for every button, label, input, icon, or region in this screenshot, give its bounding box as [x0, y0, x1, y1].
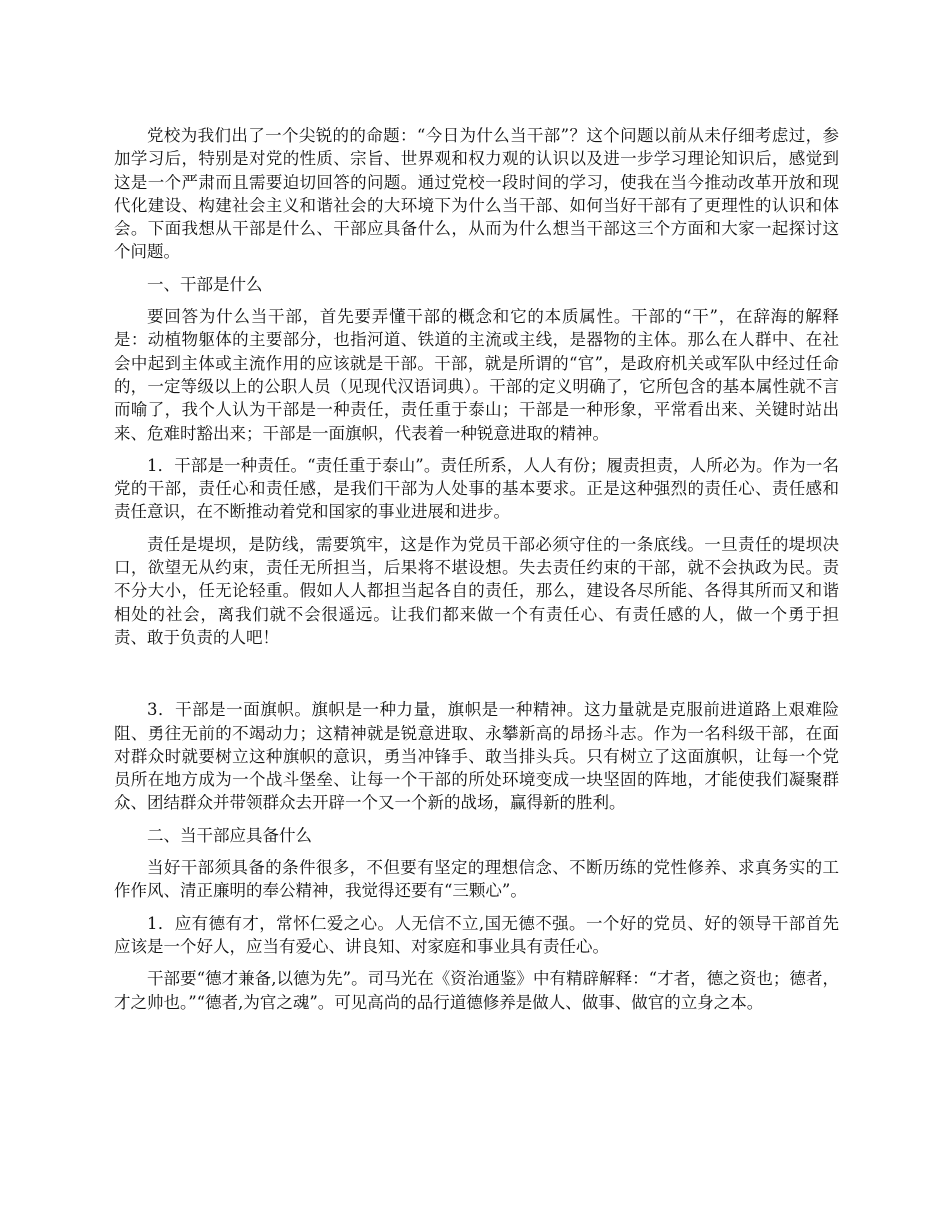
document-body — [114, 124, 839, 1023]
virtue-quote-paragraph: 干部要“德才兼备,以德为先”。司马光在《资治通鉴》中有精辟解释：“才者，德之资也；德者，才之帅也。”“德者,为官之魂”。可见高尚的品行道德修养是做人、做事、做官的立身之本。 — [114, 969, 839, 1012]
responsibility-dam-paragraph: 责任是堤坝，是防线，需要筑牢，这是作为党员干部必须守住的一条底线。一旦责任的堤坝决口，欲望无从约束，责任无所担当，后果将不堪设想。失去责任约束的干部，就不会执政为民。责不分大小，任无论轻重。假如人人都担当起各自的责任，那么，建设各尽所能、各得其所而又和谐相处的社会，离我们就不会很遥远。让我们都来做一个有责任心、有责任感的人，做一个勇于担责、敢于负责的人吧！ — [114, 534, 839, 647]
section-heading-1: 一、干部是什么 — [147, 274, 263, 294]
requirements-paragraph: 当好干部须具备的条件很多，不但要有坚定的理想信念、不断历练的党性修养、求真务实的工作作风、清正廉明的奉公精神，我觉得还要有“三颗心”。 — [114, 858, 839, 901]
responsibility-paragraph: 1．干部是一种责任。“责任重于泰山”。责任所系，人人有份；履责担责，人所必为。作为一名党的干部，责任心和责任感，是我们干部为人处事的基本要求。正是这种强烈的责任心、责任感和责任意识，在不断推动着党和国家的事业进展和进步。 — [114, 455, 839, 522]
definition-paragraph: 要回答为什么当干部，首先要弄懂干部的概念和它的本质属性。干部的“干”，在辞海的解释是：动植物躯体的主要部分，也指河道、铁道的主流或主线，是器物的主体。那么在人群中、在社会中起到主体或主流作用的应该就是干部。干部，就是所谓的“官”，是政府机关或军队中经过任命的，一定等级以上的公职人员（见现代汉语词典）。干部的定义明确了，它所包含的基本属性就不言而喻了，我个人认为干部是一种责任，责任重于泰山；干部是一种形象，平常看出来、关键时站出来、危难时豁出来；干部是一面旗帜，代表着一种锐意进取的精神。 — [114, 307, 839, 443]
blank-gap — [114, 658, 839, 698]
section-heading-2: 二、当干部应具备什么 — [147, 825, 312, 845]
banner-paragraph: 3．干部是一面旗帜。旗帜是一种力量，旗帜是一种精神。这力量就是克服前进道路上艰难险阻、勇往无前的不竭动力；这精神就是锐意进取、永攀新高的昂扬斗志。作为一名科级干部，在面对群众时就要树立这种旗帜的意识，勇当冲锋手、敢当排头兵。只有树立了这面旗帜，让每一个党员所在地方成为一个战斗堡垒、让每一个干部的所处环境变成一块坚固的阵地，才能使我们凝聚群众、团结群众并带领群众去开辟一个又一个新的战场，赢得新的胜利。 — [114, 700, 839, 813]
intro-paragraph: 党校为我们出了一个尖锐的的命题：“今日为什么当干部”？这个问题以前从未仔细考虑过，参加学习后，特别是对党的性质、宗旨、世界观和权力观的认识以及进一步学习理论知识后，感觉到这是一个严肃而且需要迫切回答的问题。通过党校一段时间的学习，使我在当今推动改革开放和现代化建设、构建社会主义和谐社会的大环境下为什么当干部、如何当好干部有了更理性的认识和体会。下面我想从干部是什么、干部应具备什么，从而为什么想当干部这三个方面和大家一起探讨这个问题。 — [114, 126, 839, 262]
virtue-paragraph: 1．应有德有才，常怀仁爱之心。人无信不立,国无德不强。一个好的党员、好的领导干部首先应该是一个好人，应当有爱心、讲良知、对家庭和事业具有责任心。 — [114, 913, 839, 956]
